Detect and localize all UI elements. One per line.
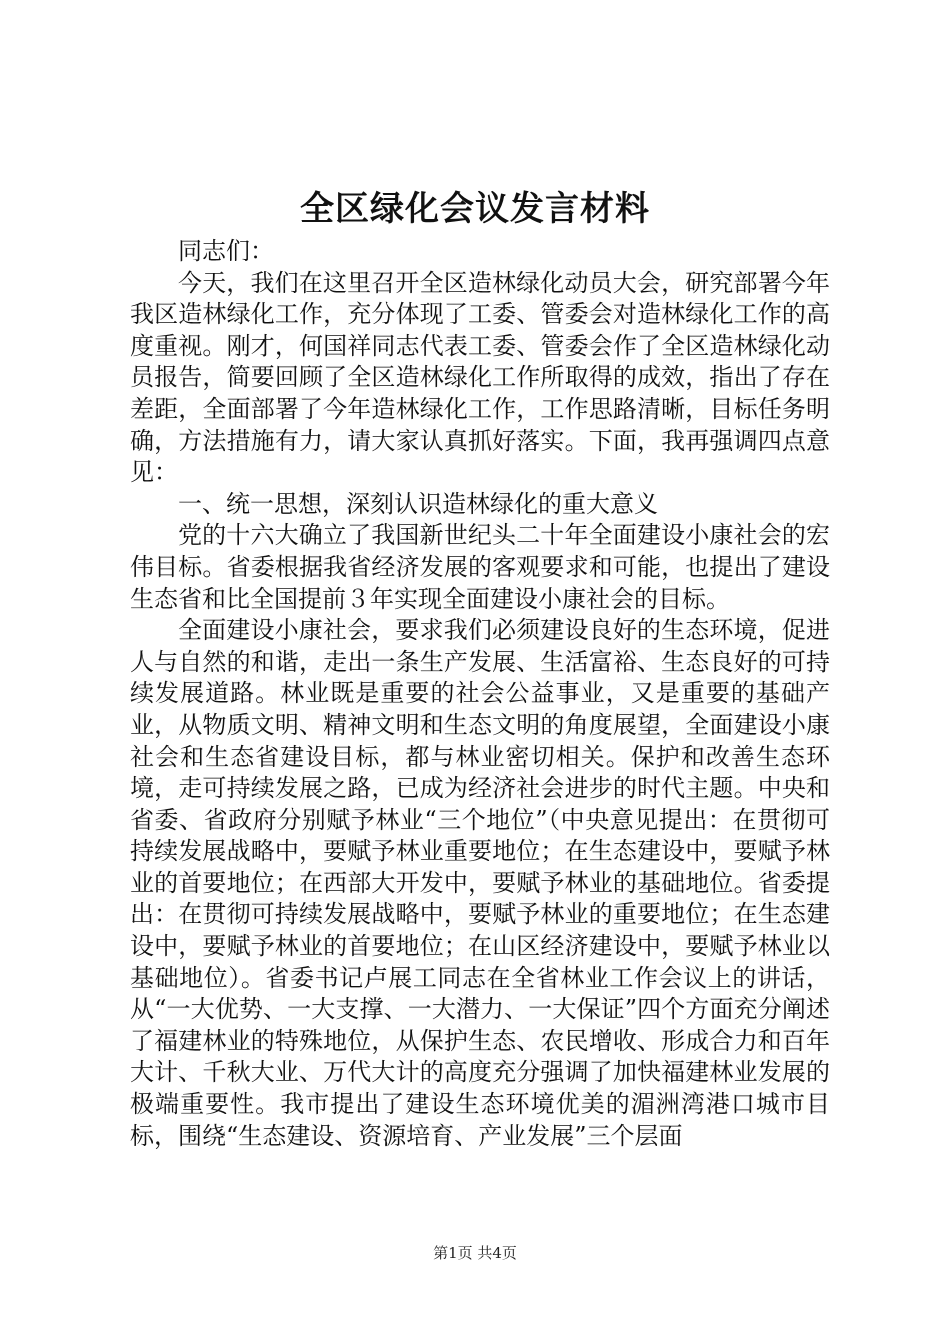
body-paragraph: 全面建设小康社会，要求我们必须建设良好的生态环境，促进人与自然的和谐，走出一条生产发展、生活富裕、生态良好的可持续发展道路。林业既是重要的社会公益事业，又是重要的基础产业，从物质文明、精神文明和生态文明的角度展望，全面建设小康社会和生态省建设目标，都与林业密切相关。保护和改善生态环境，走可持续发展之路，已成为经济社会进步的时代主题。中央和省委、省政府分别赋予林业“三个地位”（中央意见提出：在贯彻可持续发展战略中，要赋予林业重要地位；在生态建设中，要赋予林业的首要地位；在西部大开发中，要赋予林业的基础地位。省委提出：在贯彻可持续发展战略中，要赋予林业的重要地位；在生态建设中，要赋予林业的首要地位；在山区经济建设中，要赋予林业以基础地位）。省委书记卢展工同志在全省林业工作会议上的讲话，从“一大优势、一大支撑、一大潜力、一大保证”四个方面充分阐述了福建林业的特殊地位，从保护生态、农民增收、形成合力和百年大计、千秋大业、万代大计的高度充分强调了加快福建林业发展的极端重要性。我市提出了建设生态环境优美的湄洲湾港口城市目标，围绕“生态建设、资源培育、产业发展”三个层面 [130,616,830,1150]
document-title: 全区绿化会议发言材料 [300,189,650,229]
section-heading: 一、统一思想，深刻认识造林绿化的重大意义 [178,489,658,518]
intro-paragraph: 今天，我们在这里召开全区造林绿化动员大会，研究部署今年我区造林绿化工作，充分体现了工委、管委会对造林绿化工作的高度重视。刚才，何国祥同志代表工委、管委会作了全区造林绿化动员报告，简要回顾了全区造林绿化工作所取得的成效，指出了存在差距，全面部署了今年造林绿化工作，工作思路清晰，目标任务明确，方法措施有力，请大家认真抓好落实。下面，我再强调四点意见： [130,268,830,487]
document-body [130,236,830,1152]
body-paragraph: 党的十六大确立了我国新世纪头二十年全面建设小康社会的宏伟目标。省委根据我省经济发展的客观要求和可能，也提出了建设生态省和比全国提前３年实现全面建设小康社会的目标。 [130,521,830,613]
salutation-paragraph: 同志们： [178,237,274,265]
page-number-footer: 第1页 共4页 [433,1244,517,1262]
